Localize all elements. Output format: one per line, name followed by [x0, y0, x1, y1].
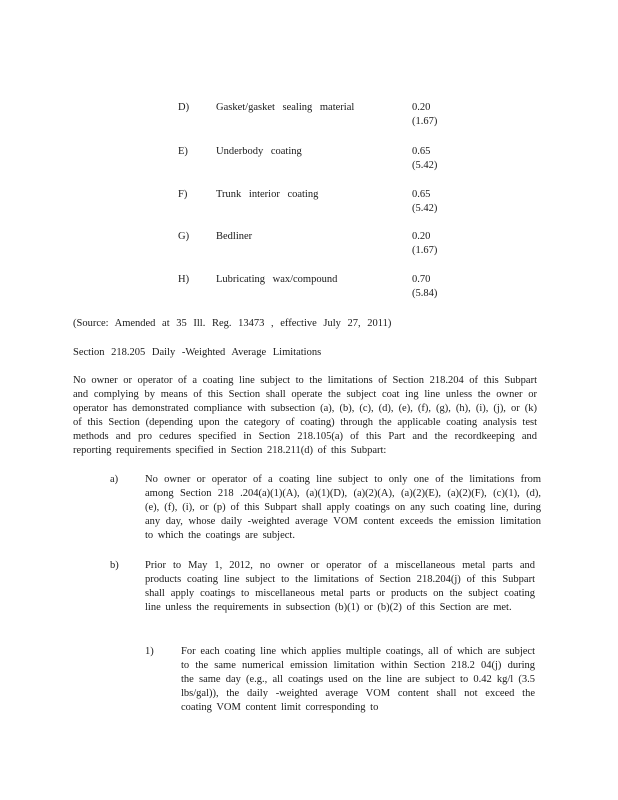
table-row: [0, 230, 618, 266]
item-b-label: b): [110, 560, 119, 571]
limit-kg-per-l: 0.20: [412, 231, 431, 242]
limit-kg-per-l: 0.65: [412, 189, 431, 200]
item-a-label: a): [110, 474, 119, 485]
item-b1-label: 1): [145, 646, 154, 657]
row-letter: E): [178, 146, 188, 157]
item-b1-text: For each coating line which applies multiple coatings, all of which are subject to the same numerical emission limitation within Section 218.2 04(j) during the same day (e.g., all coatings used on the line are subject to 0.42 kg/l (3.5 lbs/gal)), the daily -weighted average VOM content shall not exceed the coating VOM content limit corresponding to: [181, 646, 535, 713]
table-row: [0, 101, 618, 137]
table-row: [0, 188, 618, 224]
coating-category: Underbody coating: [216, 146, 302, 157]
coating-category: Gasket/gasket sealing material: [216, 102, 355, 113]
limit-lbs-per-gal: (5.42): [412, 160, 438, 171]
limit-lbs-per-gal: (5.84): [412, 288, 438, 299]
item-a-text: No owner or operator of a coating line subject to only one of the limitations from among Section 218 .204(a)(1)(A), (a)(1)(D), (a)(2)(A), (a)(2)(E), (a)(2)(F), (c)(1), (d), (e), (f), (i), or (p) of this Subpart shall apply coatings on any such coating line, during any day, whose daily -weighted average VOM content exceeds the emission limitation to which the coatings are subject.: [145, 474, 541, 541]
intro-paragraph: No owner or operator of a coating line subject to the limitations of Section 218.204 of this Subpart and complying by means of this Section shall operate the subject coat ing line unless the owner or operator has demonstrated compliance with subsection (a), (b), (c), (d), (e), (f), (g), (h), (i), (j), or (k) of this Section (depending upon the category of coating) through the applicable coating analysis test methods and pro cedures specified in Section 218.105(a) of this Part and the recordkeeping and reporting requirements specified in Section 218.211(d) of this Subpart:: [73, 375, 537, 456]
row-letter: D): [178, 102, 190, 113]
limit-kg-per-l: 0.20: [412, 102, 431, 113]
table-row: [0, 145, 618, 181]
row-letter: F): [178, 189, 188, 200]
section-heading: Section 218.205 Daily -Weighted Average Limitations: [73, 347, 322, 358]
limit-lbs-per-gal: (1.67): [412, 245, 438, 256]
source-note: (Source: Amended at 35 Ill. Reg. 13473 , effective July 27, 2011): [73, 318, 392, 329]
coating-category: Bedliner: [216, 231, 253, 242]
limit-lbs-per-gal: (1.67): [412, 116, 438, 127]
coating-category: Lubricating wax/compound: [216, 274, 338, 285]
limit-lbs-per-gal: (5.42): [412, 203, 438, 214]
row-letter: G): [178, 231, 190, 242]
row-letter: H): [178, 274, 190, 285]
table-row: [0, 273, 618, 309]
item-b-text: Prior to May 1, 2012, no owner or operator of a miscellaneous metal parts and products coating line subject to the limitations of Section 218.204(j) of this Subpart shall apply coatings to miscellaneous metal parts or products on the subject coating line unless the requirements in subsection (b)(1) or (b)(2) of this Section are met.: [145, 560, 535, 613]
limit-kg-per-l: 0.70: [412, 274, 431, 285]
limit-kg-per-l: 0.65: [412, 146, 431, 157]
coating-category: Trunk interior coating: [216, 189, 319, 200]
